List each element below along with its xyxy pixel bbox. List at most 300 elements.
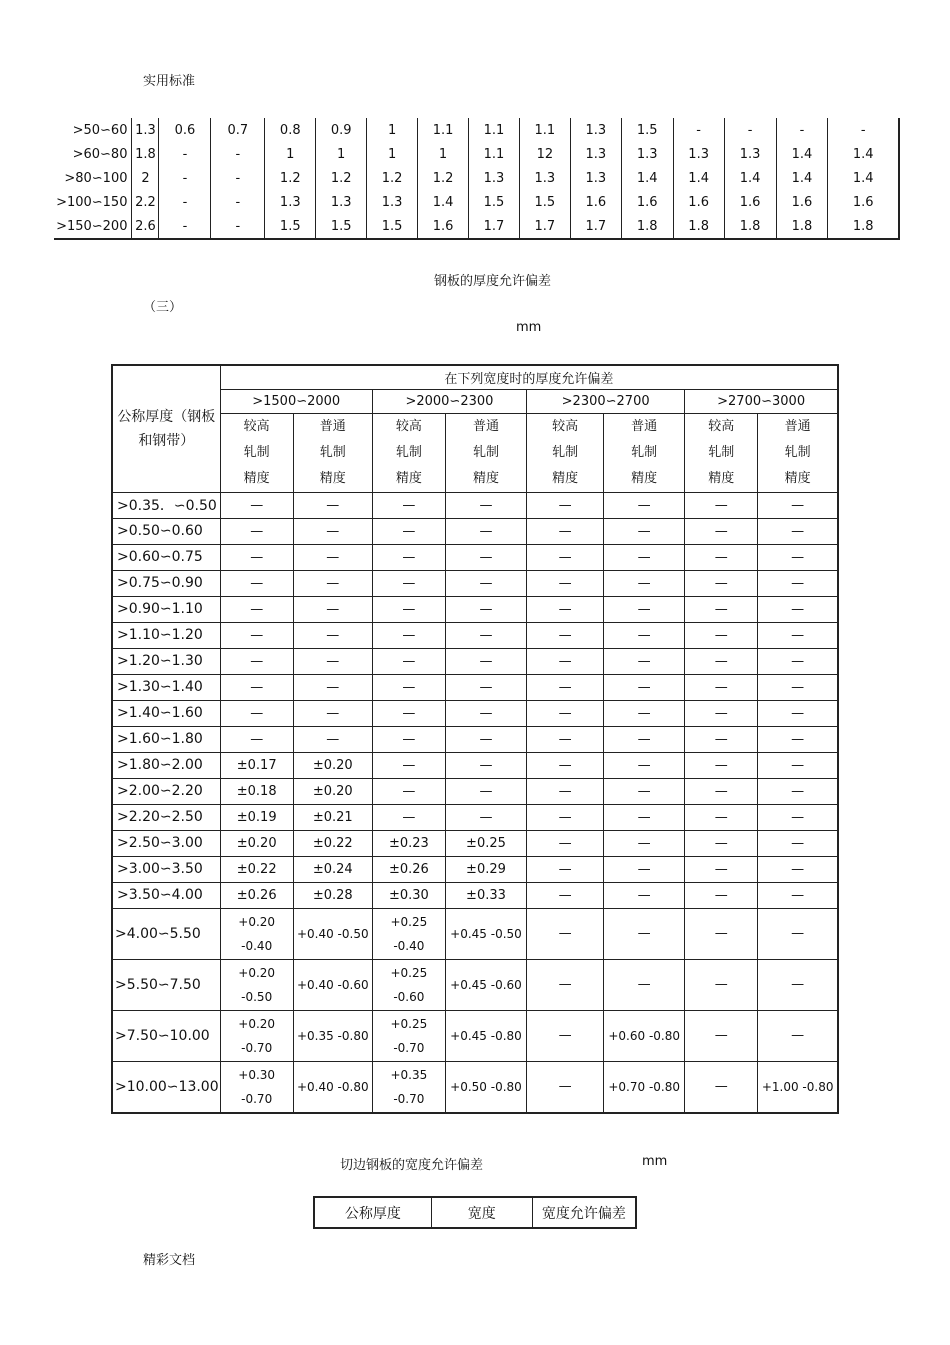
tolerance-cell: —	[685, 830, 758, 856]
tolerance-cell: +0.70 -0.80	[604, 1061, 685, 1113]
thickness-range: >0.35．∽0.50	[112, 492, 220, 518]
tolerance-cell: —	[604, 622, 685, 648]
tolerance-cell: —	[445, 752, 526, 778]
top-table-cell: 1.3	[132, 118, 159, 142]
tolerance-cell: —	[445, 804, 526, 830]
thickness-range: >5.50∽7.50	[112, 959, 220, 1010]
tolerance-cell: —	[685, 570, 758, 596]
tolerance-cell: —	[527, 882, 604, 908]
tolerance-cell: —	[372, 570, 445, 596]
tolerance-cell: —	[758, 492, 838, 518]
table-row	[112, 882, 838, 908]
tolerance-cell: —	[758, 778, 838, 804]
table-row	[112, 492, 838, 518]
tolerance-cell: —	[220, 648, 293, 674]
tolerance-cell: —	[685, 596, 758, 622]
tolerance-cell: ±0.20	[220, 830, 293, 856]
precision-word: 轧制	[631, 444, 658, 460]
precision-word: 精度	[395, 470, 422, 486]
top-table-cell: 1.2	[367, 166, 418, 190]
top-table-cell: 1.6	[418, 214, 469, 239]
top-table-cell: -	[724, 118, 776, 142]
tolerance-cell: —	[372, 752, 445, 778]
width-header-tolerance: 宽度允许偏差	[532, 1197, 636, 1228]
thickness-range: >2.20∽2.50	[112, 804, 220, 830]
tolerance-cell: —	[685, 700, 758, 726]
tolerance-cell: —	[445, 570, 526, 596]
tolerance-cell: —	[293, 596, 372, 622]
precision-word: 精度	[708, 470, 735, 486]
tolerance-cell: —	[685, 726, 758, 752]
precision-word: 较高	[243, 418, 270, 434]
tolerance-cell: —	[685, 622, 758, 648]
table-row	[112, 674, 838, 700]
precision-normal-header	[445, 413, 526, 492]
tolerance-value: +0.20	[238, 1016, 276, 1031]
top-table-cell: 1.5	[316, 214, 367, 239]
tolerance-value: +0.35	[390, 1067, 428, 1082]
tolerance-cell: ±0.21	[293, 804, 372, 830]
thickness-range: >0.60∽0.75	[112, 544, 220, 570]
tolerance-cell: —	[758, 674, 838, 700]
tolerance-cell: —	[604, 959, 685, 1010]
top-table-cell: 1.3	[469, 166, 520, 190]
table-row	[112, 752, 838, 778]
tolerance-value: -0.70	[393, 1040, 425, 1055]
tolerance-value: +0.25	[390, 1016, 428, 1031]
top-table-cell: 1.1	[519, 118, 570, 142]
top-table-cell: 1.4	[621, 166, 673, 190]
top-table-cell: 1.7	[570, 214, 621, 239]
top-table-cell: 1.6	[776, 190, 828, 214]
top-table-cell: 0.9	[316, 118, 367, 142]
tolerance-cell: —	[220, 726, 293, 752]
width-group-header: >2000∽2300	[372, 389, 526, 413]
tolerance-cell: —	[220, 544, 293, 570]
tolerance-cell: —	[220, 570, 293, 596]
tolerance-cell: ±0.26	[220, 882, 293, 908]
top-table-cell: 1.5	[519, 190, 570, 214]
tolerance-cell: ±0.30	[372, 882, 445, 908]
tolerance-cell: —	[527, 726, 604, 752]
top-table-cell: 0.6	[159, 118, 211, 142]
tolerance-cell: —	[293, 544, 372, 570]
tolerance-cell: —	[527, 856, 604, 882]
precision-higher-header	[685, 413, 758, 492]
top-table-range: >50∽60	[54, 118, 132, 142]
tolerance-cell: —	[604, 726, 685, 752]
thickness-range: >1.80∽2.00	[112, 752, 220, 778]
table-row	[112, 544, 838, 570]
precision-word: 较高	[395, 418, 422, 434]
tolerance-cell: ±0.19	[220, 804, 293, 830]
tolerance-cell: —	[527, 778, 604, 804]
tolerance-cell: —	[758, 959, 838, 1010]
tolerance-cell: —	[758, 882, 838, 908]
tolerance-cell: —	[604, 804, 685, 830]
top-table-cell: 1.8	[828, 214, 899, 239]
tolerance-cell: —	[445, 778, 526, 804]
top-table-cell: 2.2	[132, 190, 159, 214]
thickness-range: >1.20∽1.30	[112, 648, 220, 674]
precision-normal-header	[293, 413, 372, 492]
tolerance-cell: —	[527, 959, 604, 1010]
precision-word: 精度	[319, 470, 346, 486]
top-table-cell: 1.4	[776, 166, 828, 190]
top-table-cell: 1.1	[469, 142, 520, 166]
section-title: 钢板的厚度允许偏差	[434, 274, 552, 289]
top-table-row	[54, 142, 899, 166]
tolerance-cell	[372, 959, 445, 1010]
tolerance-cell: —	[445, 518, 526, 544]
precision-word: 轧制	[708, 444, 735, 460]
tolerance-cell: —	[527, 830, 604, 856]
tolerance-cell: —	[527, 908, 604, 959]
top-table-cell: 1.3	[570, 166, 621, 190]
tolerance-cell: —	[372, 492, 445, 518]
top-table-cell: 0.8	[265, 118, 316, 142]
tolerance-cell: —	[685, 544, 758, 570]
precision-word: 精度	[631, 470, 658, 486]
width-section-unit: mm	[642, 1154, 668, 1169]
top-table-cell: -	[159, 142, 211, 166]
precision-word: 精度	[784, 470, 811, 486]
tolerance-cell: —	[220, 674, 293, 700]
tolerance-cell: —	[527, 492, 604, 518]
thickness-range: >1.10∽1.20	[112, 622, 220, 648]
tolerance-cell: —	[445, 544, 526, 570]
tolerance-cell: +0.45 -0.80	[445, 1010, 526, 1061]
top-table-range: >150∽200	[54, 214, 132, 239]
thickness-range: >1.40∽1.60	[112, 700, 220, 726]
thickness-range: >1.60∽1.80	[112, 726, 220, 752]
table-row	[112, 830, 838, 856]
top-table-cell: -	[211, 142, 265, 166]
thickness-range: >0.50∽0.60	[112, 518, 220, 544]
top-table-cell: -	[828, 118, 899, 142]
tolerance-cell: —	[372, 726, 445, 752]
top-table-cell: 1.3	[724, 142, 776, 166]
tolerance-cell: +0.50 -0.80	[445, 1061, 526, 1113]
tolerance-cell: —	[220, 622, 293, 648]
tolerance-value: -0.70	[241, 1091, 273, 1106]
top-table-cell: 1.1	[469, 118, 520, 142]
precision-word: 轧制	[243, 444, 270, 460]
thickness-range: >0.75∽0.90	[112, 570, 220, 596]
tolerance-cell: —	[685, 648, 758, 674]
tolerance-cell: —	[527, 1061, 604, 1113]
top-table-cell: 1	[367, 142, 418, 166]
page-header: 实用标准	[143, 74, 196, 89]
tolerance-cell: ±0.33	[445, 882, 526, 908]
tolerance-cell: —	[527, 674, 604, 700]
tolerance-cell: —	[372, 596, 445, 622]
top-table-cell: -	[159, 190, 211, 214]
tolerance-cell	[372, 1061, 445, 1113]
tolerance-cell: —	[220, 492, 293, 518]
precision-normal-header	[604, 413, 685, 492]
tolerance-cell: ±0.20	[293, 752, 372, 778]
tolerance-cell	[220, 908, 293, 959]
tolerance-cell: ±0.28	[293, 882, 372, 908]
tolerance-cell: ±0.29	[445, 856, 526, 882]
width-section-title: 切边钢板的宽度允许偏差	[340, 1158, 484, 1173]
tolerance-cell	[372, 908, 445, 959]
tolerance-cell: —	[527, 648, 604, 674]
top-table-cell: 1.3	[570, 142, 621, 166]
tolerance-cell: —	[293, 570, 372, 596]
tolerance-cell: ±0.26	[372, 856, 445, 882]
thickness-tolerance-table	[111, 364, 839, 1114]
top-table-row	[54, 166, 899, 190]
tolerance-cell	[220, 1010, 293, 1061]
tolerance-cell: —	[604, 596, 685, 622]
tolerance-cell: —	[685, 856, 758, 882]
precision-higher-header	[372, 413, 445, 492]
top-table-cell: 1	[316, 142, 367, 166]
top-table-cell: 1	[265, 142, 316, 166]
tolerance-value: +0.25	[390, 914, 428, 929]
top-table-cell: 0.7	[211, 118, 265, 142]
top-table-cell: 1.4	[828, 142, 899, 166]
precision-word: 普通	[472, 418, 499, 434]
tolerance-cell: +0.40 -0.50	[293, 908, 372, 959]
precision-word: 较高	[552, 418, 579, 434]
precision-word: 轧制	[472, 444, 499, 460]
table-row	[112, 1010, 838, 1061]
tolerance-cell: ±0.20	[293, 778, 372, 804]
tolerance-cell: —	[685, 959, 758, 1010]
precision-word: 较高	[708, 418, 735, 434]
top-table-cell: 1.6	[673, 190, 724, 214]
thickness-range: >3.50∽4.00	[112, 882, 220, 908]
top-table-range: >60∽80	[54, 142, 132, 166]
tolerance-cell: —	[758, 700, 838, 726]
tolerance-cell: —	[293, 674, 372, 700]
top-table-cell: 1.5	[621, 118, 673, 142]
tolerance-cell: —	[372, 778, 445, 804]
tolerance-cell: —	[604, 882, 685, 908]
tolerance-cell: +0.40 -0.80	[293, 1061, 372, 1113]
tolerance-cell: —	[372, 518, 445, 544]
top-table-row	[54, 118, 899, 142]
tolerance-cell: —	[445, 726, 526, 752]
width-group-header: >2700∽3000	[685, 389, 838, 413]
tolerance-cell: —	[220, 700, 293, 726]
tolerance-cell: ±0.25	[445, 830, 526, 856]
tolerance-cell: —	[604, 778, 685, 804]
tolerance-cell: —	[685, 804, 758, 830]
top-table-cell: 1.8	[621, 214, 673, 239]
thickness-range: >10.00∽13.00	[112, 1061, 220, 1113]
tolerance-cell: —	[604, 674, 685, 700]
table-row	[112, 700, 838, 726]
tolerance-cell: —	[220, 596, 293, 622]
precision-higher-header	[220, 413, 293, 492]
precision-word: 普通	[784, 418, 811, 434]
top-table-cell: 1.2	[418, 166, 469, 190]
row-header	[112, 365, 220, 492]
tolerance-cell: —	[372, 700, 445, 726]
table-row	[112, 856, 838, 882]
tolerance-value: -0.50	[241, 989, 273, 1004]
tolerance-cell: —	[685, 908, 758, 959]
top-table-cell: 1.6	[621, 190, 673, 214]
top-table-range: >100∽150	[54, 190, 132, 214]
precision-higher-header	[527, 413, 604, 492]
unit-label: mm	[516, 320, 542, 335]
tolerance-cell: +0.45 -0.50	[445, 908, 526, 959]
tolerance-cell: —	[293, 726, 372, 752]
top-table-cell: 1.4	[828, 166, 899, 190]
thickness-range: >2.00∽2.20	[112, 778, 220, 804]
row-header-text: 公称厚度（钢板和钢带）	[117, 408, 216, 449]
top-table-cell: 1.2	[316, 166, 367, 190]
tolerance-cell: ±0.24	[293, 856, 372, 882]
top-table-cell: 1.5	[469, 190, 520, 214]
tolerance-cell	[220, 959, 293, 1010]
tolerance-cell: —	[445, 622, 526, 648]
group-header: 在下列宽度时的厚度允许偏差	[220, 365, 838, 389]
tolerance-cell: —	[527, 804, 604, 830]
top-table-cell: 1	[418, 142, 469, 166]
page-footer: 精彩文档	[143, 1253, 196, 1268]
tolerance-cell: —	[758, 648, 838, 674]
tolerance-cell: —	[372, 544, 445, 570]
top-table-cell: 1.8	[776, 214, 828, 239]
precision-word: 轧制	[552, 444, 579, 460]
width-header-thickness: 公称厚度	[314, 1197, 431, 1228]
top-table-cell: -	[211, 214, 265, 239]
top-table-cell: -	[159, 166, 211, 190]
top-table-cell: 1.4	[673, 166, 724, 190]
tolerance-value: +0.20	[238, 965, 276, 980]
tolerance-cell: —	[372, 804, 445, 830]
tolerance-cell: ±0.23	[372, 830, 445, 856]
table-row	[112, 570, 838, 596]
tolerance-cell: —	[527, 596, 604, 622]
thickness-range: >4.00∽5.50	[112, 908, 220, 959]
tolerance-cell: —	[527, 518, 604, 544]
thickness-range: >1.30∽1.40	[112, 674, 220, 700]
top-table-cell: 1.7	[519, 214, 570, 239]
tolerance-cell: —	[604, 908, 685, 959]
top-table-cell: -	[211, 166, 265, 190]
tolerance-cell: —	[685, 492, 758, 518]
tolerance-cell: —	[604, 830, 685, 856]
top-table-cell: -	[776, 118, 828, 142]
table-row	[112, 648, 838, 674]
tolerance-cell: —	[445, 648, 526, 674]
tolerance-cell: —	[604, 492, 685, 518]
top-table-cell: 1.3	[519, 166, 570, 190]
tolerance-cell: —	[758, 570, 838, 596]
tolerance-cell: —	[758, 544, 838, 570]
top-table-cell: 1.1	[418, 118, 469, 142]
top-table-cell: 1.5	[265, 214, 316, 239]
tolerance-cell: —	[758, 804, 838, 830]
precision-word: 轧制	[319, 444, 346, 460]
tolerance-cell: —	[445, 674, 526, 700]
tolerance-cell: —	[293, 622, 372, 648]
tolerance-cell: —	[604, 856, 685, 882]
table-row	[112, 908, 838, 959]
top-table-cell: 1.5	[367, 214, 418, 239]
tolerance-value: -0.40	[241, 938, 273, 953]
tolerance-value: -0.40	[393, 938, 425, 953]
top-table-cell: 1.6	[724, 190, 776, 214]
tolerance-cell: —	[293, 648, 372, 674]
tolerance-cell: —	[527, 570, 604, 596]
top-table-cell: 12	[519, 142, 570, 166]
tolerance-cell: —	[685, 1010, 758, 1061]
width-tolerance-table	[313, 1196, 637, 1229]
tolerance-cell: —	[758, 856, 838, 882]
top-table-cell: 1.8	[673, 214, 724, 239]
table-row	[112, 518, 838, 544]
precision-word: 轧制	[395, 444, 422, 460]
precision-word: 普通	[319, 418, 346, 434]
tolerance-cell: —	[685, 674, 758, 700]
tolerance-cell: —	[372, 674, 445, 700]
tolerance-cell: —	[758, 622, 838, 648]
tolerance-cell: —	[372, 648, 445, 674]
tolerance-cell: —	[758, 830, 838, 856]
top-table-cell: 2	[132, 166, 159, 190]
top-table-row	[54, 190, 899, 214]
tolerance-cell: +0.60 -0.80	[604, 1010, 685, 1061]
precision-word: 精度	[243, 470, 270, 486]
tolerance-cell: —	[758, 518, 838, 544]
table-row	[112, 778, 838, 804]
thickness-range: >0.90∽1.10	[112, 596, 220, 622]
tolerance-cell: ±0.22	[293, 830, 372, 856]
table-row	[112, 726, 838, 752]
width-group-header: >1500∽2000	[220, 389, 372, 413]
tolerance-value: +0.30	[238, 1067, 276, 1082]
tolerance-value: -0.60	[393, 989, 425, 1004]
tolerance-value: +0.20	[238, 914, 276, 929]
tolerance-cell: —	[372, 622, 445, 648]
tolerance-cell: ±0.22	[220, 856, 293, 882]
top-table-cell: 1.3	[570, 118, 621, 142]
top-table-cell: -	[159, 214, 211, 239]
top-table-cell: 2.6	[132, 214, 159, 239]
top-table-cell: 1.8	[132, 142, 159, 166]
tolerance-cell: —	[527, 1010, 604, 1061]
tolerance-cell: —	[527, 752, 604, 778]
tolerance-cell: —	[445, 700, 526, 726]
tolerance-cell: —	[758, 1010, 838, 1061]
tolerance-cell: ±0.17	[220, 752, 293, 778]
tolerance-cell: —	[527, 700, 604, 726]
tolerance-cell: +0.35 -0.80	[293, 1010, 372, 1061]
top-table-cell: -	[673, 118, 724, 142]
top-table-cell: 1.3	[673, 142, 724, 166]
top-table-cell: 1.7	[469, 214, 520, 239]
tolerance-cell: —	[604, 544, 685, 570]
table-row	[112, 959, 838, 1010]
top-table-cell: 1.3	[265, 190, 316, 214]
width-header-width: 宽度	[431, 1197, 532, 1228]
thickness-range: >3.00∽3.50	[112, 856, 220, 882]
tolerance-cell: —	[527, 622, 604, 648]
precision-word: 轧制	[784, 444, 811, 460]
precision-word: 普通	[631, 418, 658, 434]
thickness-range: >2.50∽3.00	[112, 830, 220, 856]
tolerance-cell: —	[685, 518, 758, 544]
top-table-cell: 1.2	[265, 166, 316, 190]
